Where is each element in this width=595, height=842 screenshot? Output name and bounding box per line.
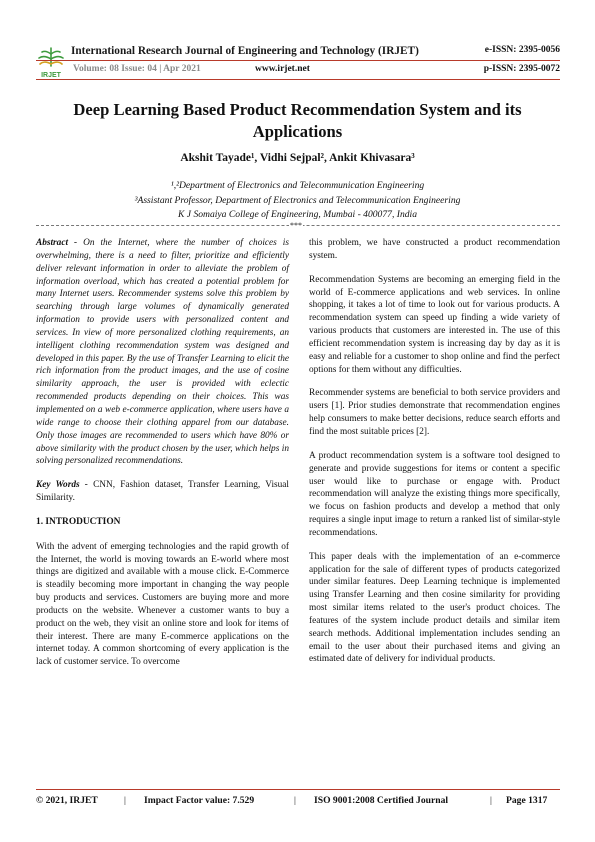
footer-separator: | bbox=[124, 795, 126, 806]
journal-url[interactable]: www.irjet.net bbox=[255, 64, 310, 74]
affiliation-3: K J Somaiya College of Engineering, Mumbai - 400077, India bbox=[177, 209, 417, 220]
paragraph: This paper deals with the implementation of an e-commerce application for the sale of different types of products categorized under similar features. Deep Learning technique is implemented using Transfer Learning and then cosine similarity for providing most similar items related to the user's product choices. The features of the system include product details and similar item search methods. Additional implementation includes sending an email to the user about their purchased items and giving an estimated date of delivery for individual products. bbox=[309, 551, 560, 665]
header-rule-bottom bbox=[36, 79, 560, 80]
journal-name: International Research Journal of Engineering and Technology (IRJET) bbox=[71, 45, 419, 57]
page-number: Page 1317 bbox=[506, 795, 548, 806]
header-rule-top bbox=[36, 60, 560, 61]
paper-title: Deep Learning Based Product Recommendation System and its Applications bbox=[73, 100, 522, 141]
authors: Akshit Tayade¹, Vidhi Sejpal², Ankit Khivasara³ bbox=[180, 152, 415, 164]
footer-copyright: © 2021, IRJET bbox=[36, 795, 98, 806]
paragraph: this problem, we have constructed a product recommendation system. bbox=[309, 238, 560, 261]
intro-paragraph-1: With the advent of emerging technologies and the rapid growth of the Internet, the world is moving towards an E-world where most things are digitized and available with a mouse click. E-Commerce is steadily becoming more important in changing the way people buy products and services. Customers are buying more and more products on the website. Whenever a customer wants to buy a product on the web, they visit an online store and look for items of their interest. There are many E-commerce applications on the internet today. A common shortcoming of every application is the lack of customer service. To overcome bbox=[36, 541, 289, 668]
footer-iso: ISO 9001:2008 Certified Journal bbox=[314, 795, 449, 806]
journal-header bbox=[36, 44, 560, 80]
affiliation-2: ³Assistant Professor, Department of Electronics and Telecommunication Engineering bbox=[134, 195, 461, 206]
right-column bbox=[309, 237, 560, 677]
footer-rule bbox=[36, 789, 560, 790]
paragraph: A product recommendation system is a software tool designed to generate and provide suggestions for items or content a specific user would like to purchase or engage with. Product recommendation will analyze the existing things more specifically, we focus on fashion products and develop a method that only requires a single input image to return a ranked list of similar-style recommendations. bbox=[309, 450, 560, 538]
logo-text: IRJET bbox=[41, 72, 61, 79]
paragraph: Recommendation Systems are becoming an emerging field in the world of E-commerce applications and web services. In online shopping, it takes a lot of time to look out for various products. A recommendation system can speed up finding a wide variety of various products that customers are interested in. The use of this efficient recommendation system is increasing day by day as it is easy and reliable for a customer to shop online and find the perfect options for them without any difficulties. bbox=[309, 274, 560, 375]
affiliation-1: ¹,²Department of Electronics and Telecommunication Engineering bbox=[170, 180, 425, 191]
left-column bbox=[36, 237, 289, 680]
section-heading: 1. INTRODUCTION bbox=[36, 516, 121, 527]
irjet-logo bbox=[36, 46, 66, 80]
abstract-label: Abstract - bbox=[36, 238, 78, 248]
volume-issue: Volume: 08 Issue: 04 | Apr 2021 bbox=[73, 64, 201, 74]
paragraph: Recommender systems are beneficial to both service providers and users [1]. Prior studies demonstrate that recommendation engines help consumers to make better decisions, reduce search efforts and find the most suitable prices [2]. bbox=[309, 388, 560, 437]
keywords-label: Key Words - bbox=[36, 480, 88, 491]
abstract-text: On the Internet, where the number of choices is overwhelming, there is a need to filter, prioritize and efficiently deliver relevant information in order to alleviate the problem of information overload, which has created a potential problem for many Internet users. Recommender systems solve this problem by searching through large volumes of dynamically generated information to provide users with personalized content and services. In view of more personalized clothing requirements, an intelligent clothing recommendation system was designed and developed in this paper. By the use of Transfer Learning to elicit the rich information from the product images, and the use of cosine similarity approach, the user is provided with eclectic recommended products depending on their choices. This was implemented on a web e-commerce application, where users have a wide range to choose their clothing apparel from our database. Only those images are recommended to users which have 80% or above similarity with the product chosen by the user, which helps in solving personalized recommendations. bbox=[36, 238, 289, 467]
footer-separator: | bbox=[294, 795, 296, 806]
footer-impact-factor: Impact Factor value: 7.529 bbox=[144, 795, 255, 806]
footer-separator: | bbox=[490, 795, 492, 806]
keywords bbox=[36, 479, 289, 505]
separator-stars: *** bbox=[290, 221, 302, 230]
p-issn: p-ISSN: 2395-0072 bbox=[483, 64, 560, 74]
keywords-text: CNN, Fashion dataset, Transfer Learning, Visual Similarity. bbox=[36, 480, 289, 504]
e-issn: e-ISSN: 2395-0056 bbox=[484, 45, 560, 55]
abstract bbox=[36, 237, 289, 468]
